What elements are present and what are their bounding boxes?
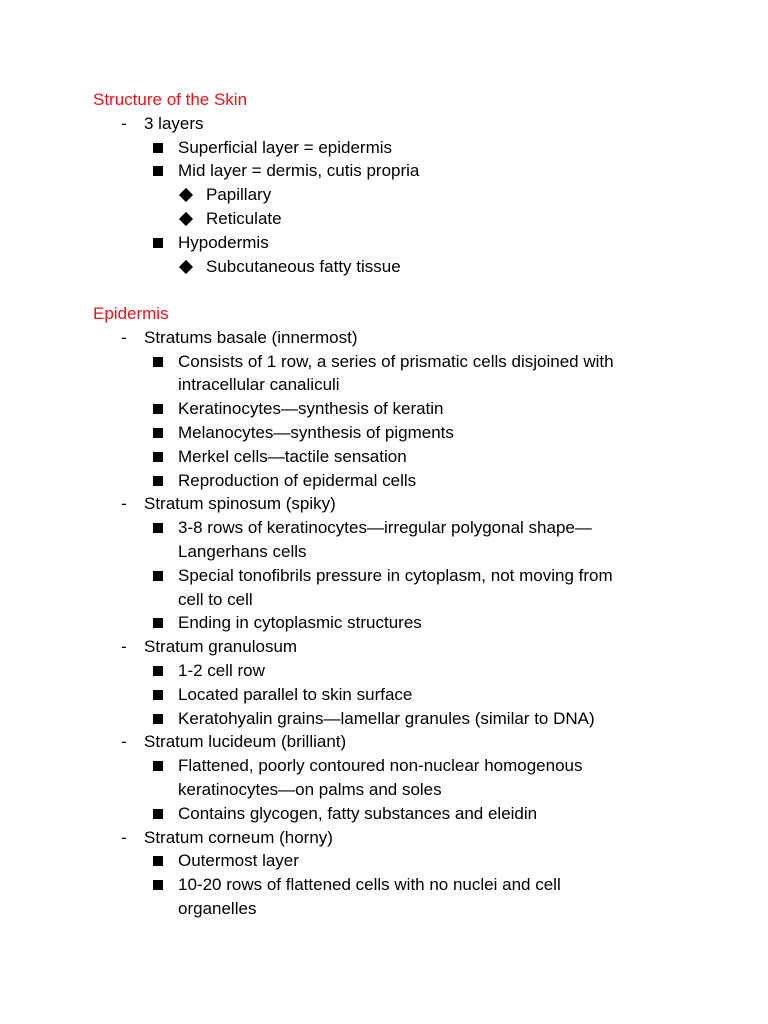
square-bullet-icon	[153, 802, 163, 826]
square-bullet-icon	[153, 445, 163, 469]
list-item	[0, 207, 768, 231]
square-bullet-icon	[153, 231, 163, 255]
list-item-text: Stratum spinosum (spiky)	[144, 494, 336, 514]
list-item-text: Outermost layer	[178, 851, 299, 871]
list-item-text: Keratinocytes—synthesis of keratin	[178, 399, 444, 419]
list-item	[0, 159, 768, 183]
list-item	[0, 183, 768, 207]
list-item	[0, 492, 768, 516]
square-bullet-icon	[153, 873, 163, 897]
list-item-text: Subcutaneous fatty tissue	[206, 256, 401, 276]
list-item-text: Mid layer = dermis, cutis propria	[178, 161, 420, 181]
diamond-bullet-icon	[181, 255, 191, 279]
list-item-text: Stratum corneum (horny)	[144, 827, 333, 847]
list-item-text: Melanocytes—synthesis of pigments	[178, 423, 454, 442]
list-item-text: Reproduction of epidermal cells	[178, 470, 417, 490]
list-item-continuation: Langerhans cells	[178, 541, 307, 561]
list-item	[0, 350, 768, 395]
section-heading: Structure of the Skin	[93, 90, 248, 109]
list-item-text: Consists of 1 row, a series of prismatic cells disjoined with	[178, 351, 614, 371]
list-item	[0, 754, 768, 799]
list-item	[0, 421, 768, 445]
list-item	[0, 136, 768, 160]
dash-bullet-icon: -	[121, 327, 127, 347]
list-item-text: Reticulate	[206, 209, 282, 228]
square-bullet-icon	[153, 516, 163, 540]
dash-bullet-icon: -	[121, 494, 127, 514]
list-item-text: 3 layers	[144, 113, 204, 133]
list-item-text: Special tonofibrils pressure in cytoplasm, not moving from	[178, 565, 613, 585]
list-item	[0, 683, 768, 707]
list-item	[0, 231, 768, 255]
list-item-text: Keratohyalin grains—lamellar granules (similar to DNA)	[178, 708, 595, 728]
list-item	[0, 802, 768, 826]
list-item	[0, 873, 768, 918]
square-bullet-icon	[153, 707, 163, 731]
list-item	[0, 326, 768, 350]
square-bullet-icon	[153, 136, 163, 160]
list-item-text: Hypodermis	[178, 232, 269, 252]
list-item	[0, 730, 768, 754]
square-bullet-icon	[153, 469, 163, 493]
square-bullet-icon	[153, 659, 163, 683]
list-item-text: Ending in cytoplasmic structures	[178, 613, 422, 633]
list-item-text: Located parallel to skin surface	[178, 684, 413, 704]
dash-bullet-icon: -	[121, 113, 127, 133]
list-item-text: Stratum lucideum (brilliant)	[144, 732, 347, 752]
list-item-continuation: cell to cell	[178, 589, 253, 609]
section-heading: Epidermis	[93, 304, 169, 323]
list-item	[0, 707, 768, 731]
list-item	[0, 635, 768, 659]
list-item-text: 1-2 cell row	[178, 661, 265, 680]
list-item	[0, 849, 768, 873]
list-item-text: Stratum granulosum	[144, 637, 298, 657]
list-item	[0, 112, 768, 136]
square-bullet-icon	[153, 754, 163, 778]
list-item-text: 3-8 rows of keratinocytes—irregular polygonal shape—	[178, 518, 592, 538]
dash-bullet-icon: -	[121, 827, 127, 847]
list-item	[0, 659, 768, 683]
square-bullet-icon	[153, 849, 163, 873]
square-bullet-icon	[153, 397, 163, 421]
list-item	[0, 826, 768, 850]
list-item-text: 10-20 rows of flattened cells with no nuclei and cell	[178, 875, 561, 895]
list-item	[0, 445, 768, 469]
square-bullet-icon	[153, 683, 163, 707]
list-item-text: Stratums basale (innermost)	[144, 327, 358, 347]
list-item	[0, 397, 768, 421]
dash-bullet-icon: -	[121, 637, 127, 657]
dash-bullet-icon: -	[121, 732, 127, 752]
square-bullet-icon	[153, 564, 163, 588]
list-item	[0, 516, 768, 561]
list-item-text: Contains glycogen, fatty substances and eleidin	[178, 803, 538, 823]
list-item	[0, 564, 768, 609]
square-bullet-icon	[153, 421, 163, 445]
list-item-text: Papillary	[206, 185, 272, 205]
square-bullet-icon	[153, 159, 163, 183]
list-item-continuation: intracellular canaliculi	[178, 375, 340, 395]
square-bullet-icon	[153, 350, 163, 374]
list-item	[0, 469, 768, 493]
diamond-bullet-icon	[181, 207, 191, 231]
list-item-continuation: organelles	[178, 898, 257, 918]
list-item-text: Flattened, poorly contoured non-nuclear homogenous	[178, 756, 583, 776]
list-item	[0, 611, 768, 635]
diamond-bullet-icon	[181, 183, 191, 207]
square-bullet-icon	[153, 611, 163, 635]
list-item-text: Superficial layer = epidermis	[178, 137, 393, 157]
list-item-continuation: keratinocytes—on palms and soles	[178, 779, 442, 799]
list-item-text: Merkel cells—tactile sensation	[178, 446, 407, 466]
list-item	[0, 255, 768, 279]
